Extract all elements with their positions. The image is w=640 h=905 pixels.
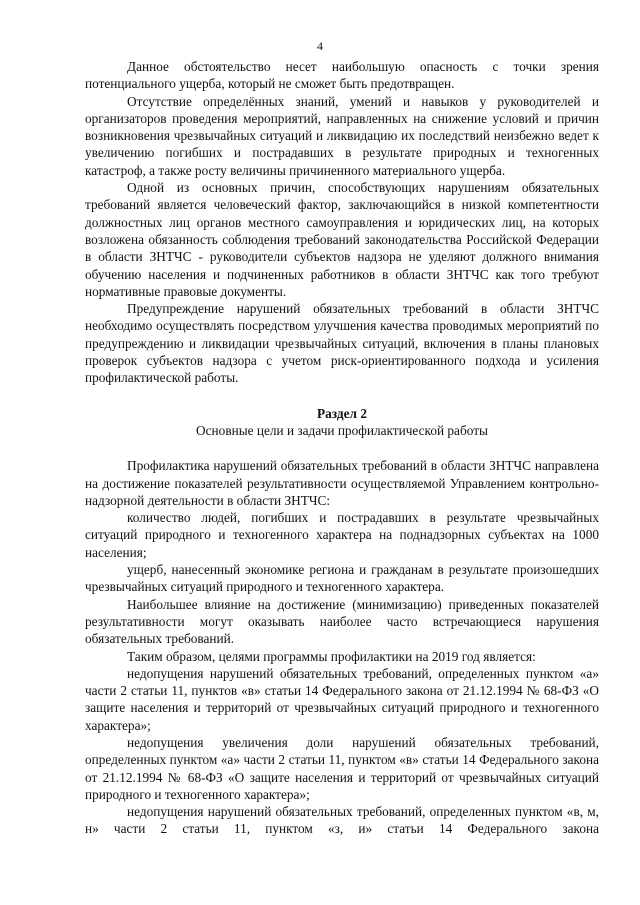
paragraph: количество людей, погибших и пострадавших в результате чрезвычайных ситуаций природного и техногенного характера на поднадзорных субъектах на 1000 населения;: [85, 510, 599, 560]
paragraph: Таким образом, целями программы профилактики на 2019 год является:: [127, 648, 536, 664]
section-heading: Раздел 2: [317, 405, 367, 421]
paragraph: Профилактика нарушений обязательных требований в области ЗНТЧС направлена на достижение показателей результативности осуществляемой Управлением контрольно-надзорной деятельности в области ЗНТЧС:: [85, 458, 599, 508]
paragraph: Предупреждение нарушений обязательных требований в области ЗНТЧС необходимо осуществлять посредством улучшения качества проводимых мероприятий по предупреждению и ликвидации чрезвычайных ситуаций, включения в планы плановых проверок субъектов надзора с учетом риск-ориентированного подхода и усиления профилактической работы.: [85, 301, 599, 386]
paragraph: Отсутствие определённых знаний, умений и навыков у руководителей и организаторов проведения мероприятий, направленных на снижение условий и причин возникновения чрезвычайных ситуаций и ликвидацию их последствий неизбежно ведет к увеличению погибших и пострадавших в результате природных и техногенных катастроф, а также росту величины причиненного материального ущерба.: [85, 93, 599, 178]
paragraph: недопущения увеличения доли нарушений обязательных требований, определенных пунктом «а» части 2 статьи 11, пунктом «в» статьи 14 Федерального закона от 21.12.1994 № 68-ФЗ «О защите населения и территорий от чрезвычайных ситуаций природного и техногенного характера»;: [85, 734, 599, 802]
paragraph: Данное обстоятельство несет наибольшую опасность с точки зрения потенциального ущерба, который не сможет быть предотвращен.: [85, 59, 599, 92]
paragraph: Наибольшее влияние на достижение (минимизацию) приведенных показателей результативности могут оказывать наиболее часто встречающиеся нарушения обязательных требований.: [85, 596, 599, 647]
document-body: [85, 58, 599, 838]
paragraph: недопущения нарушений обязательных требований, определенных пунктом «а» части 2 статьи 11, пунктов «в» статьи 14 Федерального закона от 21.12.1994 № 68-ФЗ «О защите населения и территорий от чрезвычайных ситуаций природного и техногенного характера»;: [85, 665, 599, 733]
section-subtitle: Основные цели и задачи профилактической работы: [196, 422, 488, 438]
paragraph: ущерб, нанесенный экономике региона и гражданам в результате произошедших чрезвычайных ситуаций природного и техногенного характера.: [85, 562, 599, 595]
page-number: 4: [317, 39, 323, 53]
paragraph: недопущения нарушений обязательных требований, определенных пунктом «в, м, н» части 2 статьи 11, пунктом «з, и» статьи 14 Федерального закона: [85, 804, 599, 837]
paragraph: Одной из основных причин, способствующих нарушениям обязательных требований является человеческий фактор, заключающийся в низкой компетентности должностных лиц органов местного самоуправления и юридических лиц, на которых возложена обязанность соблюдения требований законодательства Российской Федерации в области ЗНТЧС - руководители субъектов надзора не уделяют должного внимания обучению населения и подчиненных работников в области ЗНТЧС как того требуют нормативные правовые документы.: [85, 180, 599, 299]
